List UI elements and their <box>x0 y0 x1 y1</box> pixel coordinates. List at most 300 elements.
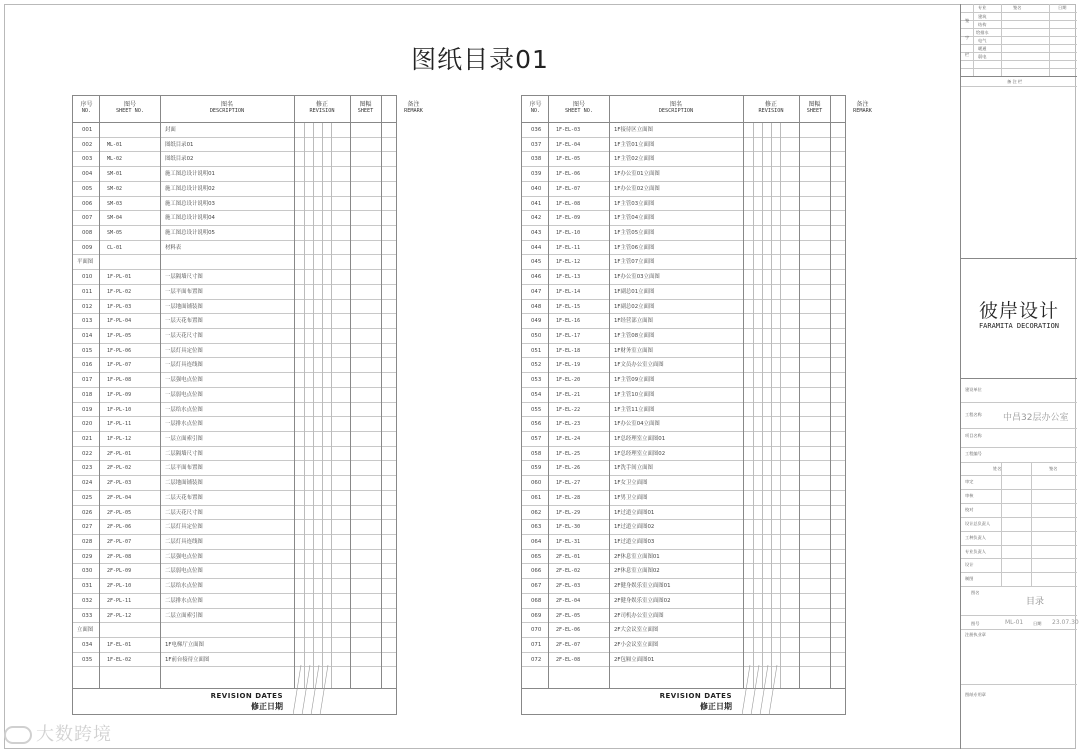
row-sheet-no: 1F-EL-20 <box>556 377 581 384</box>
row-number: 026 <box>82 509 93 516</box>
table-row <box>73 550 396 565</box>
tb-label: 弱电 <box>978 54 987 59</box>
sig-col: 签名 <box>1049 466 1058 471</box>
row-sheet-no: 2F-PL-11 <box>107 597 132 604</box>
table-row <box>522 564 845 579</box>
row-number: 007 <box>82 215 93 222</box>
item-label: 项目名称 <box>965 433 982 438</box>
row-sheet-no: 1F-EL-16 <box>556 318 581 325</box>
row-sheet-no: 2F-EL-06 <box>556 627 581 634</box>
row-sheet-no: SM-03 <box>107 200 123 207</box>
row-number: 051 <box>531 347 542 354</box>
row-sheet-no: SM-04 <box>107 215 123 222</box>
row-number: 067 <box>531 583 542 590</box>
row-number: 054 <box>531 391 542 398</box>
row-description: 二层弱电点位图 <box>165 568 203 575</box>
header-sheet-no: 图号 SHEET NO. <box>115 101 145 114</box>
row-number: 061 <box>531 494 542 501</box>
row-description: 1F副总02立面图 <box>614 303 655 310</box>
revision-dates <box>522 688 845 716</box>
table-row <box>73 197 396 212</box>
row-sheet-no: 1F-PL-02 <box>107 288 132 295</box>
row-number: 032 <box>82 597 93 604</box>
row-description: 施工图总设计说明03 <box>165 200 215 207</box>
table-row <box>522 594 845 609</box>
revision-dates-en: REVISION DATES <box>210 692 283 700</box>
role-label: 审定 <box>965 479 974 484</box>
notes-label: 注册执业章 <box>965 632 986 637</box>
num-value: ML-01 <box>1005 619 1024 626</box>
revision-slashes <box>742 665 782 715</box>
table-row <box>522 300 845 315</box>
tb-label: 结构 <box>978 22 987 27</box>
row-description: 一层隔墙尺寸图 <box>165 274 203 281</box>
row-description: 二层平面布置图 <box>165 465 203 472</box>
row-description: 封面 <box>165 127 176 133</box>
table-row <box>73 594 396 609</box>
num-label: 图号 <box>971 621 980 626</box>
row-description: 一层给水点位图 <box>165 406 203 413</box>
table-row <box>73 506 396 521</box>
tb-label: 专业 <box>978 5 987 10</box>
row-number: 060 <box>531 480 542 487</box>
section-label: 立面图 <box>77 627 94 634</box>
table-row <box>73 535 396 550</box>
table-row <box>522 373 845 388</box>
row-description: 一层地面铺装图 <box>165 303 203 310</box>
row-number: 043 <box>531 229 542 236</box>
role-label: 设计总负责人 <box>965 520 991 526</box>
tb-label: 建筑 <box>978 14 987 19</box>
watermark-logo-icon <box>4 726 32 744</box>
row-sheet-no: 1F-EL-24 <box>556 435 581 442</box>
section-label: 平面图 <box>77 259 94 266</box>
row-number: 039 <box>531 171 542 178</box>
row-sheet-no: 1F-EL-26 <box>556 465 581 472</box>
row-sheet-no: 1F-EL-08 <box>556 200 581 207</box>
table-row <box>522 197 845 212</box>
row-number: 066 <box>531 568 542 575</box>
row-sheet-no: 2F-PL-12 <box>107 612 132 619</box>
row-number: 006 <box>82 200 93 207</box>
company-name: 彼岸设计 <box>978 300 1059 322</box>
row-sheet-no: 1F-EL-31 <box>556 538 581 545</box>
row-number: 069 <box>531 612 542 619</box>
row-sheet-no: 1F-EL-15 <box>556 303 581 310</box>
row-number: 028 <box>82 538 93 545</box>
row-sheet-no: 1F-EL-10 <box>556 229 581 236</box>
row-description: 1F办公室03立面图 <box>614 274 660 281</box>
sheet-index-right <box>521 95 872 715</box>
table-header <box>73 96 423 123</box>
row-sheet-no: 1F-EL-30 <box>556 524 581 531</box>
tb-side-label: 签 <box>965 18 970 23</box>
row-number: 035 <box>82 656 93 663</box>
sheet-index-left <box>72 95 423 715</box>
project-label: 工程名称 <box>965 412 982 417</box>
row-sheet-no: ML-01 <box>107 141 123 148</box>
row-description: 1F办公室01立面图 <box>614 171 660 178</box>
revision-dates <box>73 688 396 716</box>
row-number: 037 <box>531 141 542 148</box>
table-row <box>73 300 396 315</box>
row-sheet-no: 2F-EL-02 <box>556 568 581 575</box>
table-row <box>73 417 396 432</box>
row-sheet-no: 1F-EL-28 <box>556 494 581 501</box>
row-number: 017 <box>82 377 93 384</box>
page-title: 图纸目录01 <box>411 45 549 74</box>
tb-label: 给排水 <box>976 30 989 35</box>
row-number: 024 <box>82 480 93 487</box>
row-sheet-no: 2F-PL-04 <box>107 494 132 501</box>
row-sheet-no: 1F-EL-07 <box>556 185 581 192</box>
row-description: 一层平面布置图 <box>165 288 203 295</box>
row-number: 014 <box>82 332 93 339</box>
table-row <box>522 476 845 491</box>
row-description: 二层地面铺装图 <box>165 480 203 487</box>
row-sheet-no: 1F-PL-07 <box>107 362 132 369</box>
table-row <box>522 344 845 359</box>
table-row <box>73 344 396 359</box>
table-row <box>73 491 396 506</box>
row-number: 021 <box>82 435 93 442</box>
table-row <box>522 226 845 241</box>
table-row <box>522 241 845 256</box>
tb-label: 电气 <box>978 38 987 43</box>
row-number: 027 <box>82 524 93 531</box>
row-number: 005 <box>82 185 93 192</box>
row-number: 068 <box>531 597 542 604</box>
row-number: 057 <box>531 435 542 442</box>
row-sheet-no: 1F-EL-03 <box>556 127 581 133</box>
row-description: 1F主管02立面图 <box>614 156 655 163</box>
row-description: 2F健身娱乐室立面图02 <box>614 597 671 604</box>
table-row <box>73 373 396 388</box>
row-number: 044 <box>531 244 542 251</box>
table-row <box>73 182 396 197</box>
row-number: 018 <box>82 391 93 398</box>
table-row <box>73 211 396 226</box>
row-number: 041 <box>531 200 542 207</box>
header-no: 序号 NO. <box>80 101 93 114</box>
table-row <box>73 564 396 579</box>
row-number: 002 <box>82 141 93 148</box>
table-row <box>522 447 845 462</box>
company-name-en: FARAMITA DECORATION <box>978 322 1060 330</box>
row-description: 1F主管01立面图 <box>614 141 655 148</box>
table-row <box>73 270 396 285</box>
row-sheet-no: 2F-PL-08 <box>107 553 132 560</box>
table-row <box>522 417 845 432</box>
table-row <box>522 152 845 167</box>
row-sheet-no: 2F-PL-02 <box>107 465 132 472</box>
row-sheet-no: 1F-EL-14 <box>556 288 581 295</box>
row-description: 1F主管11立面图 <box>614 406 655 413</box>
table-row <box>73 520 396 535</box>
row-sheet-no: 1F-EL-23 <box>556 421 581 428</box>
table-row <box>522 550 845 565</box>
table-row <box>522 211 845 226</box>
table-row <box>522 461 845 476</box>
row-sheet-no: 2F-EL-05 <box>556 612 581 619</box>
row-description: 1F主管03立面图 <box>614 200 655 207</box>
row-sheet-no: 2F-EL-03 <box>556 583 581 590</box>
row-description: 1F过道立面图03 <box>614 538 655 545</box>
row-number: 050 <box>531 332 542 339</box>
row-number: 059 <box>531 465 542 472</box>
row-description: 1F电梯厅立面图 <box>165 641 204 648</box>
row-description: 二层强电点位图 <box>165 553 203 560</box>
row-description: 1F经营部立面图 <box>614 318 653 325</box>
row-description: 二层立面索引图 <box>165 612 203 619</box>
row-sheet-no: 1F-EL-01 <box>107 641 132 648</box>
role-label: 设计 <box>965 562 974 568</box>
row-sheet-no: CL-01 <box>107 244 123 251</box>
row-description: 一层天花布置图 <box>165 318 203 325</box>
header-revision: 修正 REVISION <box>309 101 335 114</box>
revision-slashes <box>293 665 333 715</box>
row-number: 003 <box>82 156 93 163</box>
name-col: 姓名 <box>993 466 1002 471</box>
table-row <box>73 241 396 256</box>
table-row <box>73 152 396 167</box>
row-description: 1F总经理室立面图02 <box>614 450 666 457</box>
row-description: 二层隔墙尺寸图 <box>165 450 203 457</box>
row-sheet-no: 1F-PL-08 <box>107 377 132 384</box>
row-sheet-no: 1F-PL-09 <box>107 391 132 398</box>
project-name: 中昌32层办公室 <box>1003 413 1069 423</box>
row-description: 2F司机办公室立面图 <box>614 612 664 619</box>
row-description: 1F过道立面图02 <box>614 524 655 531</box>
row-description: 1F前台接待立面图 <box>165 656 210 663</box>
table-row <box>73 476 396 491</box>
row-number: 030 <box>82 568 93 575</box>
row-sheet-no: 1F-EL-19 <box>556 362 581 369</box>
table-row <box>522 520 845 535</box>
table-row <box>73 579 396 594</box>
table-row <box>522 285 845 300</box>
row-description: 1F主管06立面图 <box>614 244 655 251</box>
row-description: 1F总经理室立面图01 <box>614 435 666 442</box>
row-number: 025 <box>82 494 93 501</box>
table-row <box>522 388 845 403</box>
row-sheet-no: 1F-EL-13 <box>556 274 581 281</box>
revision-dates-cn: 修正日期 <box>700 702 732 711</box>
section-row <box>73 255 396 270</box>
row-sheet-no: 1F-EL-17 <box>556 332 581 339</box>
row-number: 064 <box>531 538 542 545</box>
row-sheet-no: SM-05 <box>107 229 123 236</box>
row-sheet-no: 2F-PL-03 <box>107 480 132 487</box>
header-description: 图名 DESCRIPTION <box>209 101 245 114</box>
row-sheet-no: ML-02 <box>107 156 123 163</box>
row-description: 1F主管10立面图 <box>614 391 655 398</box>
row-description: 施工图总设计说明05 <box>165 229 215 236</box>
watermark: 大数跨境 <box>4 720 112 746</box>
row-sheet-no: 1F-EL-02 <box>107 656 132 663</box>
row-sheet-no: 1F-PL-11 <box>107 421 132 428</box>
row-sheet-no: 1F-PL-03 <box>107 303 132 310</box>
table-row <box>73 138 396 153</box>
header-remark: 备注 REMARK <box>853 101 872 114</box>
row-number: 056 <box>531 421 542 428</box>
row-description: 1F主管09立面图 <box>614 377 655 384</box>
row-description: 1F财务室立面图 <box>614 347 653 354</box>
tb-side-label: 字 <box>965 35 970 40</box>
row-description: 一层弱电点位图 <box>165 391 203 398</box>
row-sheet-no: 1F-EL-04 <box>556 141 581 148</box>
row-sheet-no: 1F-EL-22 <box>556 406 581 413</box>
table-row <box>73 123 396 138</box>
row-description: 1F办公室02立面图 <box>614 185 660 192</box>
row-number: 055 <box>531 406 542 413</box>
table-row <box>73 285 396 300</box>
row-number: 042 <box>531 215 542 222</box>
table-row <box>73 388 396 403</box>
seal-label: 图纸专用章 <box>965 692 986 697</box>
row-sheet-no: 2F-PL-06 <box>107 524 132 531</box>
row-sheet-no: 1F-EL-09 <box>556 215 581 222</box>
row-description: 一层灯具连线图 <box>165 362 203 369</box>
table-row <box>73 609 396 624</box>
row-sheet-no: 1F-PL-04 <box>107 318 132 325</box>
tb-label: 暖通 <box>978 46 987 51</box>
row-description: 1F办公室04立面图 <box>614 421 660 428</box>
code-label: 工程编号 <box>965 451 982 456</box>
row-sheet-no: 1F-EL-21 <box>556 391 581 398</box>
row-description: 一层灯具定位图 <box>165 347 203 354</box>
row-number: 012 <box>82 303 93 310</box>
row-number: 046 <box>531 274 542 281</box>
row-sheet-no: SM-01 <box>107 171 123 178</box>
row-number: 013 <box>82 318 93 325</box>
row-sheet-no: 1F-PL-06 <box>107 347 132 354</box>
table-row <box>73 167 396 182</box>
client-label: 建设单位 <box>965 387 982 392</box>
row-number: 065 <box>531 553 542 560</box>
row-description: 1F过道立面图01 <box>614 509 655 516</box>
row-number: 053 <box>531 377 542 384</box>
drawing-label: 图名 <box>971 590 980 595</box>
row-number: 022 <box>82 450 93 457</box>
role-label: 工种负责人 <box>965 534 986 540</box>
row-sheet-no: 1F-EL-05 <box>556 156 581 163</box>
date-value: 23.07.30 <box>1052 619 1079 626</box>
row-number: 020 <box>82 421 93 428</box>
table-row <box>522 403 845 418</box>
role-label: 专业负责人 <box>965 548 986 554</box>
table-row <box>522 270 845 285</box>
row-sheet-no: 2F-PL-01 <box>107 450 132 457</box>
row-sheet-no: 2F-PL-10 <box>107 583 132 590</box>
row-sheet-no: 1F-EL-06 <box>556 171 581 178</box>
row-description: 图纸目录01 <box>165 141 194 148</box>
row-number: 038 <box>531 156 542 163</box>
table-row <box>522 138 845 153</box>
row-number: 031 <box>82 583 93 590</box>
table-row <box>522 358 845 373</box>
table-row <box>73 638 396 653</box>
table-row <box>73 226 396 241</box>
table-row <box>522 579 845 594</box>
row-sheet-no: 1F-EL-11 <box>556 244 581 251</box>
row-description: 图纸目录02 <box>165 156 194 163</box>
revision-dates-cn: 修正日期 <box>251 702 283 711</box>
table-row <box>522 638 845 653</box>
row-sheet-no: 2F-EL-08 <box>556 656 581 663</box>
header-remark: 备注 REMARK <box>404 101 423 114</box>
row-description: 2F小会议室立面图 <box>614 641 659 648</box>
row-description: 1F女卫立面图 <box>614 480 648 487</box>
role-label: 制图 <box>965 576 974 582</box>
row-number: 034 <box>82 641 93 648</box>
row-number: 023 <box>82 465 93 472</box>
table-row <box>73 358 396 373</box>
row-sheet-no: 1F-PL-10 <box>107 406 132 413</box>
header-sheet-size: 图幅 SHEET <box>357 101 374 114</box>
row-description: 1F主管08立面图 <box>614 332 655 339</box>
table-header <box>522 96 872 123</box>
row-sheet-no: 2F-EL-04 <box>556 597 581 604</box>
row-description: 1F主管07立面图 <box>614 259 655 266</box>
table-row <box>73 447 396 462</box>
table-row <box>522 167 845 182</box>
row-number: 049 <box>531 318 542 325</box>
table-row <box>73 432 396 447</box>
row-sheet-no: 2F-PL-07 <box>107 538 132 545</box>
table-row <box>522 123 845 138</box>
row-number: 063 <box>531 524 542 531</box>
row-number: 019 <box>82 406 93 413</box>
row-description: 施工图总设计说明02 <box>165 185 215 192</box>
row-number: 045 <box>531 259 542 266</box>
row-description: 二层天花尺寸图 <box>165 509 203 516</box>
row-description: 1F主管05立面图 <box>614 229 655 236</box>
row-number: 009 <box>82 244 93 251</box>
table-row <box>522 653 845 668</box>
row-number: 058 <box>531 450 542 457</box>
row-description: 二层灯具定位图 <box>165 524 203 531</box>
row-description: 2F包厢立面图01 <box>614 656 655 663</box>
row-number: 008 <box>82 229 93 236</box>
row-description: 一层立面索引图 <box>165 435 203 442</box>
title-block <box>960 4 1079 749</box>
row-sheet-no: 2F-PL-09 <box>107 568 132 575</box>
table-row <box>522 491 845 506</box>
header-revision: 修正 REVISION <box>758 101 784 114</box>
row-number: 052 <box>531 362 542 369</box>
row-description: 二层给水点位图 <box>165 583 203 590</box>
table-row <box>522 609 845 624</box>
row-description: 一层天花尺寸图 <box>165 332 203 339</box>
table-row <box>522 623 845 638</box>
revision-dates-en: REVISION DATES <box>659 692 732 700</box>
header-sheet-no: 图号 SHEET NO. <box>564 101 594 114</box>
row-number: 040 <box>531 185 542 192</box>
row-sheet-no: 2F-EL-01 <box>556 553 581 560</box>
table-row <box>522 182 845 197</box>
row-number: 001 <box>82 127 93 133</box>
row-sheet-no: 1F-PL-01 <box>107 274 132 281</box>
date-label: 日期 <box>1033 621 1042 626</box>
row-number: 036 <box>531 127 542 133</box>
section-row <box>73 623 396 638</box>
row-number: 004 <box>82 171 93 178</box>
row-sheet-no: 1F-PL-05 <box>107 332 132 339</box>
role-label: 校对 <box>965 506 974 512</box>
table-row <box>522 255 845 270</box>
row-number: 016 <box>82 362 93 369</box>
